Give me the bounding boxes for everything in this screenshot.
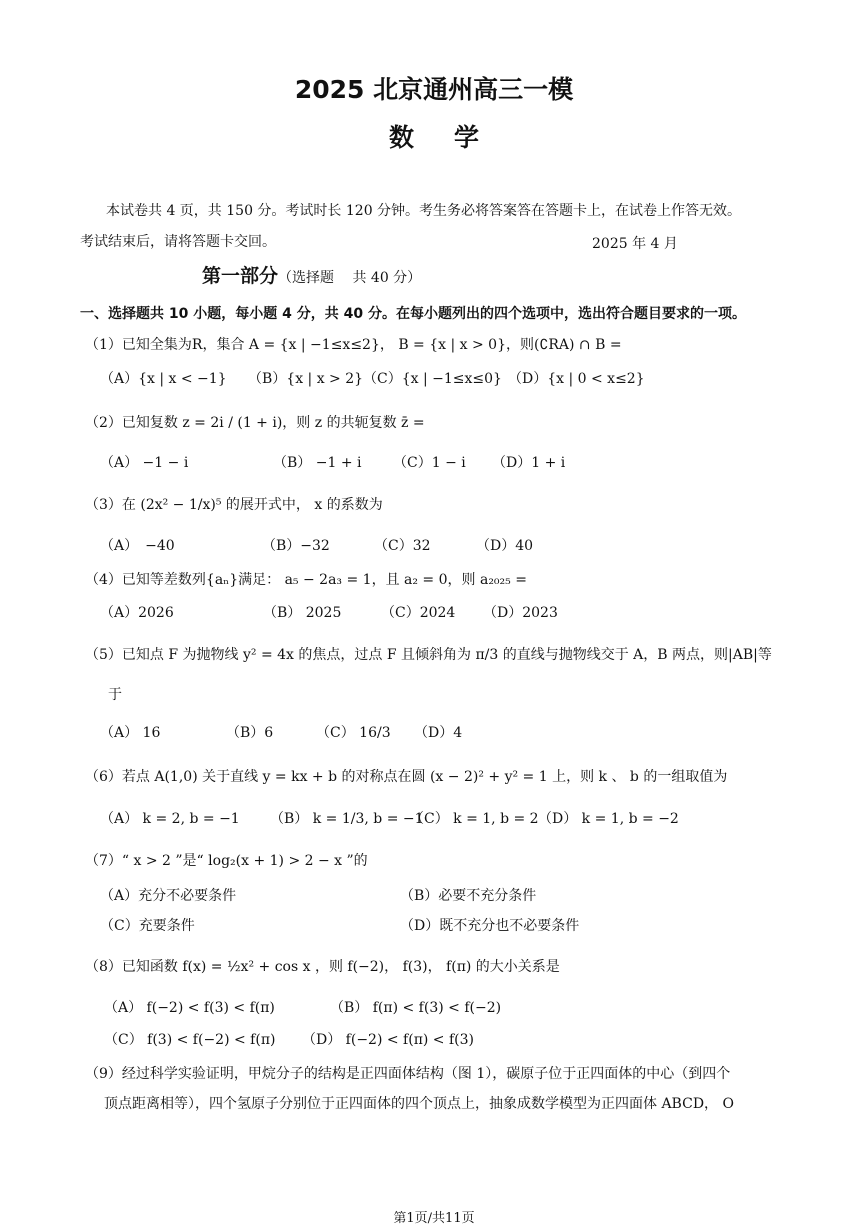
question-2-stem: （2）已知复数 z = 2i / (1 + i)，则 z 的共轭复数 z̄ =: [85, 415, 425, 431]
q8-option-d: （D） f(−2) < f(π) < f(3): [302, 1032, 474, 1048]
part-note: （选择题 共 40 分）: [278, 270, 422, 286]
question-5-stem: （5）已知点 F 为抛物线 y² = 4x 的焦点，过点 F 且倾斜角为 π/3 的直线与抛物线交于 A，B 两点，则|AB|等: [85, 647, 772, 663]
q2-option-d: （D）1 + i: [492, 455, 566, 471]
q1-option-b: （B）{x | x > 2}: [248, 371, 364, 387]
section-heading: 一、选择题共 10 小题，每小题 4 分，共 40 分。在每小题列出的四个选项中，选出符合题目要求的一项。: [80, 306, 746, 322]
q1-option-d: （D）{x | 0 < x≤2}: [508, 371, 645, 387]
q4-option-a: （A）2026: [100, 605, 174, 621]
q3-option-c: （C）32: [374, 538, 431, 554]
q6-option-b: （B） k = 1/3, b = −1: [270, 811, 424, 827]
exam-title: 2025 北京通州高三一模: [294, 75, 574, 104]
question-1-stem: （1）已知全集为R，集合 A = {x | −1≤x≤2}， B = {x | x > 0}，则(∁RA) ∩ B =: [85, 337, 622, 353]
q3-option-a: （A） −40: [100, 538, 175, 554]
page-footer: 第1页/共11页: [393, 1211, 475, 1226]
q4-option-c: （C）2024: [381, 605, 456, 621]
q5-option-b: （B）6: [226, 725, 274, 741]
question-9-stem: （9）经过科学实验证明，甲烷分子的结构是正四面体结构（图 1），碳原子位于正四面体的中心（到四个: [85, 1066, 731, 1082]
q6-option-c: （C） k = 1, b = 2: [410, 811, 539, 827]
intro-line-2: 考试结束后，请将答题卡交回。: [80, 234, 276, 250]
part-heading: [202, 261, 421, 288]
q5-option-a: （A） 16: [100, 725, 161, 741]
q6-option-d: （D） k = 1, b = −2: [538, 811, 679, 827]
question-7-stem: （7）“ x > 2 ”是“ log₂(x + 1) > 2 − x ”的: [85, 853, 368, 869]
q7-option-c: （C）充要条件: [100, 918, 195, 934]
question-9-stem-cont: 顶点距离相等），四个氢原子分别位于正四面体的四个顶点上，抽象成数学模型为正四面体 ABCD， O: [104, 1096, 734, 1112]
q2-option-b: （B） −1 + i: [273, 455, 362, 471]
q8-option-a: （A） f(−2) < f(3) < f(π): [104, 1000, 275, 1016]
question-3-stem: （3）在 (2x² − 1/x)⁵ 的展开式中， x 的系数为: [85, 497, 383, 513]
intro-line-1: 本试卷共 4 页，共 150 分。考试时长 120 分钟。考生务必将答案答在答题卡上，在试卷上作答无效。: [106, 203, 742, 219]
subject-title: 数学: [388, 123, 519, 152]
q1-option-c: （C）{x | −1≤x≤0}: [363, 371, 502, 387]
question-4-stem: （4）已知等差数列{aₙ}满足： a₅ − 2a₃ = 1，且 a₂ = 0，则 a₂₀₂₅ =: [85, 572, 527, 588]
question-8-stem: （8）已知函数 f(x) = ½x² + cos x ，则 f(−2)， f(3)， f(π) 的大小关系是: [85, 959, 560, 975]
q2-option-a: （A） −1 − i: [100, 455, 189, 471]
q8-option-c: （C） f(3) < f(−2) < f(π): [104, 1032, 276, 1048]
q7-option-a: （A）充分不必要条件: [100, 888, 237, 904]
q3-option-b: （B）−32: [262, 538, 330, 554]
q6-option-a: （A） k = 2, b = −1: [100, 811, 240, 827]
q1-option-a: （A）{x | x < −1}: [100, 371, 227, 387]
question-5-stem-cont: 于: [108, 687, 122, 703]
exam-date: 2025 年 4 月: [592, 236, 678, 252]
q2-option-c: （C）1 − i: [393, 455, 466, 471]
q4-option-b: （B） 2025: [263, 605, 342, 621]
part-title: 第一部分: [202, 265, 279, 287]
q8-option-b: （B） f(π) < f(3) < f(−2): [330, 1000, 502, 1016]
q5-option-d: （D）4: [414, 725, 463, 741]
q3-option-d: （D）40: [476, 538, 534, 554]
q7-option-b: （B）必要不充分条件: [400, 888, 537, 904]
q4-option-d: （D）2023: [483, 605, 558, 621]
q7-option-d: （D）既不充分也不必要条件: [400, 918, 580, 934]
q5-option-c: （C） 16/3: [316, 725, 391, 741]
question-6-stem: （6）若点 A(1,0) 关于直线 y = kx + b 的对称点在圆 (x − 2)² + y² = 1 上，则 k 、 b 的一组取值为: [85, 769, 728, 785]
